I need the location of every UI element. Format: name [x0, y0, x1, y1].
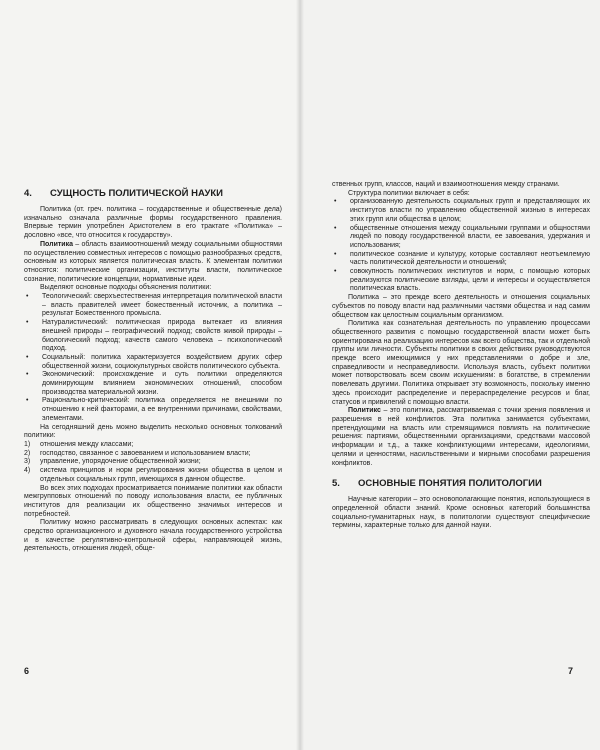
page-number-left: 6	[24, 666, 30, 676]
aspects-paragraph: Политику можно рассматривать в следующих основных аспектах: как средство организационного и духовного начала государственного устройства и в качестве регулятивно-контрольной сферы, направляющей жизнь, деятельность, отношения людей, обще-	[24, 519, 282, 553]
structure-list	[332, 198, 590, 294]
definition-term: Политика	[40, 240, 74, 248]
list-item: • организованную деятельность социальных групп и представляющих их институтов власти по управлению общественной жизнью в интересах этих групп или общества в целом;	[332, 198, 590, 224]
approaches-summary-paragraph: Во всех этих подходах просматривается понимание политики как области межгрупповых отношений по поводу использования власти, ее публичных институтов для реализации их общественно значимых интересов и потребностей.	[24, 484, 282, 518]
management-paragraph: Политика как сознательная деятельность по управлению процессами общественного развития с помощью государственной власти может быть ориентирована на реализацию интересов как всего общества, так и отдельной группы или личности. Субъекты политики в своих действиях руководствуются прежде всего имеющимися у них представлениями о добре и зле, справедливости и несправедливости. Используя власть, субъект политики может потворствовать всем своим искушениям: в богатстве, в стремлении повелевать другими. Политика открывает эту возможность, поскольку именно здесь происходит распределение и перераспределение ресурсов и благ, статусов и привилегий с помощью власти.	[332, 320, 590, 406]
activity-paragraph: Политика – это прежде всего деятельность и отношения социальных субъектов по поводу власти над различными частями общества и над самим обществом как целостным социальным организмом.	[332, 294, 590, 319]
section-heading-5	[332, 478, 590, 490]
list-item: • Натуралистический: политическая природа вытекает из влияния внешней природы – географический подход; свойств живой природы – биологический подход; качеств самого человека – психологический подход.	[24, 319, 282, 354]
intro-paragraph: Политика (от. греч. политика – государственные и общественные дела) изначально означала различные формы государственного правления. Впервые термин употреблен Аристотелем в его трактате «Политика» – дословно «все, что относится к государству».	[24, 206, 282, 240]
section-number: 5.	[332, 478, 340, 490]
list-number: 2)	[24, 449, 31, 457]
book-gutter	[296, 0, 304, 750]
conceptions-list	[24, 441, 282, 485]
definition-text: – область взаимоотношений между социальными общностями по осуществлению совместных интересов с помощью разнообразных средств, основным из которых является политическая власть. К элементам политики относятся: политические организации, институты власти, политическое сознание, политические концепции, нормативные идеи.	[24, 240, 282, 283]
approaches-list	[24, 293, 282, 424]
list-text: система принципов и норм регулирования жизни общества в целом и отдельных социальных групп, имеющихся в данном обществе.	[40, 467, 282, 483]
structure-lead: Структура политики включает в себя:	[348, 189, 470, 197]
list-item: • Рационально-критический: политика определяется не внешними по отношению к ней факторами, а ее внутренними причинами, свойствами, элементами.	[24, 397, 282, 423]
list-text: господство, связанное с завоеванием и использованием власти;	[40, 449, 251, 457]
list-text: отношения между классами;	[40, 440, 134, 448]
section-heading-4	[24, 188, 282, 200]
approaches-lead: Выделяют основные подходы объяснения политики:	[40, 284, 212, 292]
list-number: 3)	[24, 458, 31, 466]
continuation-paragraph: ственных групп, классов, наций и взаимоотношения между странами.	[332, 181, 560, 188]
conceptions-lead: На сегодняшний день можно выделить несколько основных толкований политики:	[24, 423, 282, 440]
list-item	[24, 467, 282, 484]
politics-term: Политикс	[348, 407, 381, 415]
section-title: ОСНОВНЫЕ ПОНЯТИЯ ПОЛИТОЛОГИИ	[358, 478, 542, 490]
list-item: • политическое сознание и культуру, которые составляют неотъемлемую часть политической деятельности и отношений;	[332, 251, 590, 268]
section-title: СУЩНОСТЬ ПОЛИТИЧЕСКОЙ НАУКИ	[50, 188, 223, 199]
politics-paragraph	[332, 407, 590, 468]
list-text: управление, упорядочение общественной жизни;	[40, 458, 201, 466]
list-item: • Теологический: сверхъестественная интерпретация политической власти – власть правителей имеет божественный источник, а политика – результат Божественного промысла.	[24, 293, 282, 319]
list-number: 1)	[24, 440, 31, 448]
list-item: • совокупность политических институтов и норм, с помощью которых реализуются политические взгляды, цели и интересы и осуществляется политическая власть.	[332, 268, 590, 294]
left-page-text	[24, 188, 282, 554]
definition-paragraph	[24, 241, 282, 285]
list-number: 4)	[24, 467, 31, 475]
right-page-text	[332, 181, 590, 531]
list-item: • Социальный: политика характеризуется воздействием других сфер общественной жизни, социокультурных свойств политического субъекта.	[24, 354, 282, 371]
categories-paragraph: Научные категории – это основополагающие понятия, использующиеся в определенной области знаний. Кроме основных категорий большинства социально-гуманитарных наук, в политологии существуют специфические термины, характерные только для данной науки.	[332, 496, 590, 530]
section-number: 4.	[24, 188, 32, 199]
list-item	[24, 458, 282, 467]
list-item: • Экономический: происхождение и суть политики определяются доминирующим влиянием экономических отношений, способом производства материальной жизни.	[24, 371, 282, 397]
list-item	[24, 441, 282, 450]
politics-text: – это политика, рассматриваемая с точки зрения появления и разрешения в ней конфликтов. Эта политика занимается субъектами, претендующими на власть или стремящимися повлиять на политические решения: партиями, общественными организациями, средствами массовой информации и т.д., а также конфликтующими интересами, идеологиями, целями и ценностями, насильственными и мирными способами разрешения конфликтов.	[332, 407, 590, 467]
list-item: • общественные отношения между социальными группами и общностями людей по поводу государственной власти, ее завоевания, удержания и использования;	[332, 225, 590, 251]
page-number-right: 7	[568, 666, 574, 676]
